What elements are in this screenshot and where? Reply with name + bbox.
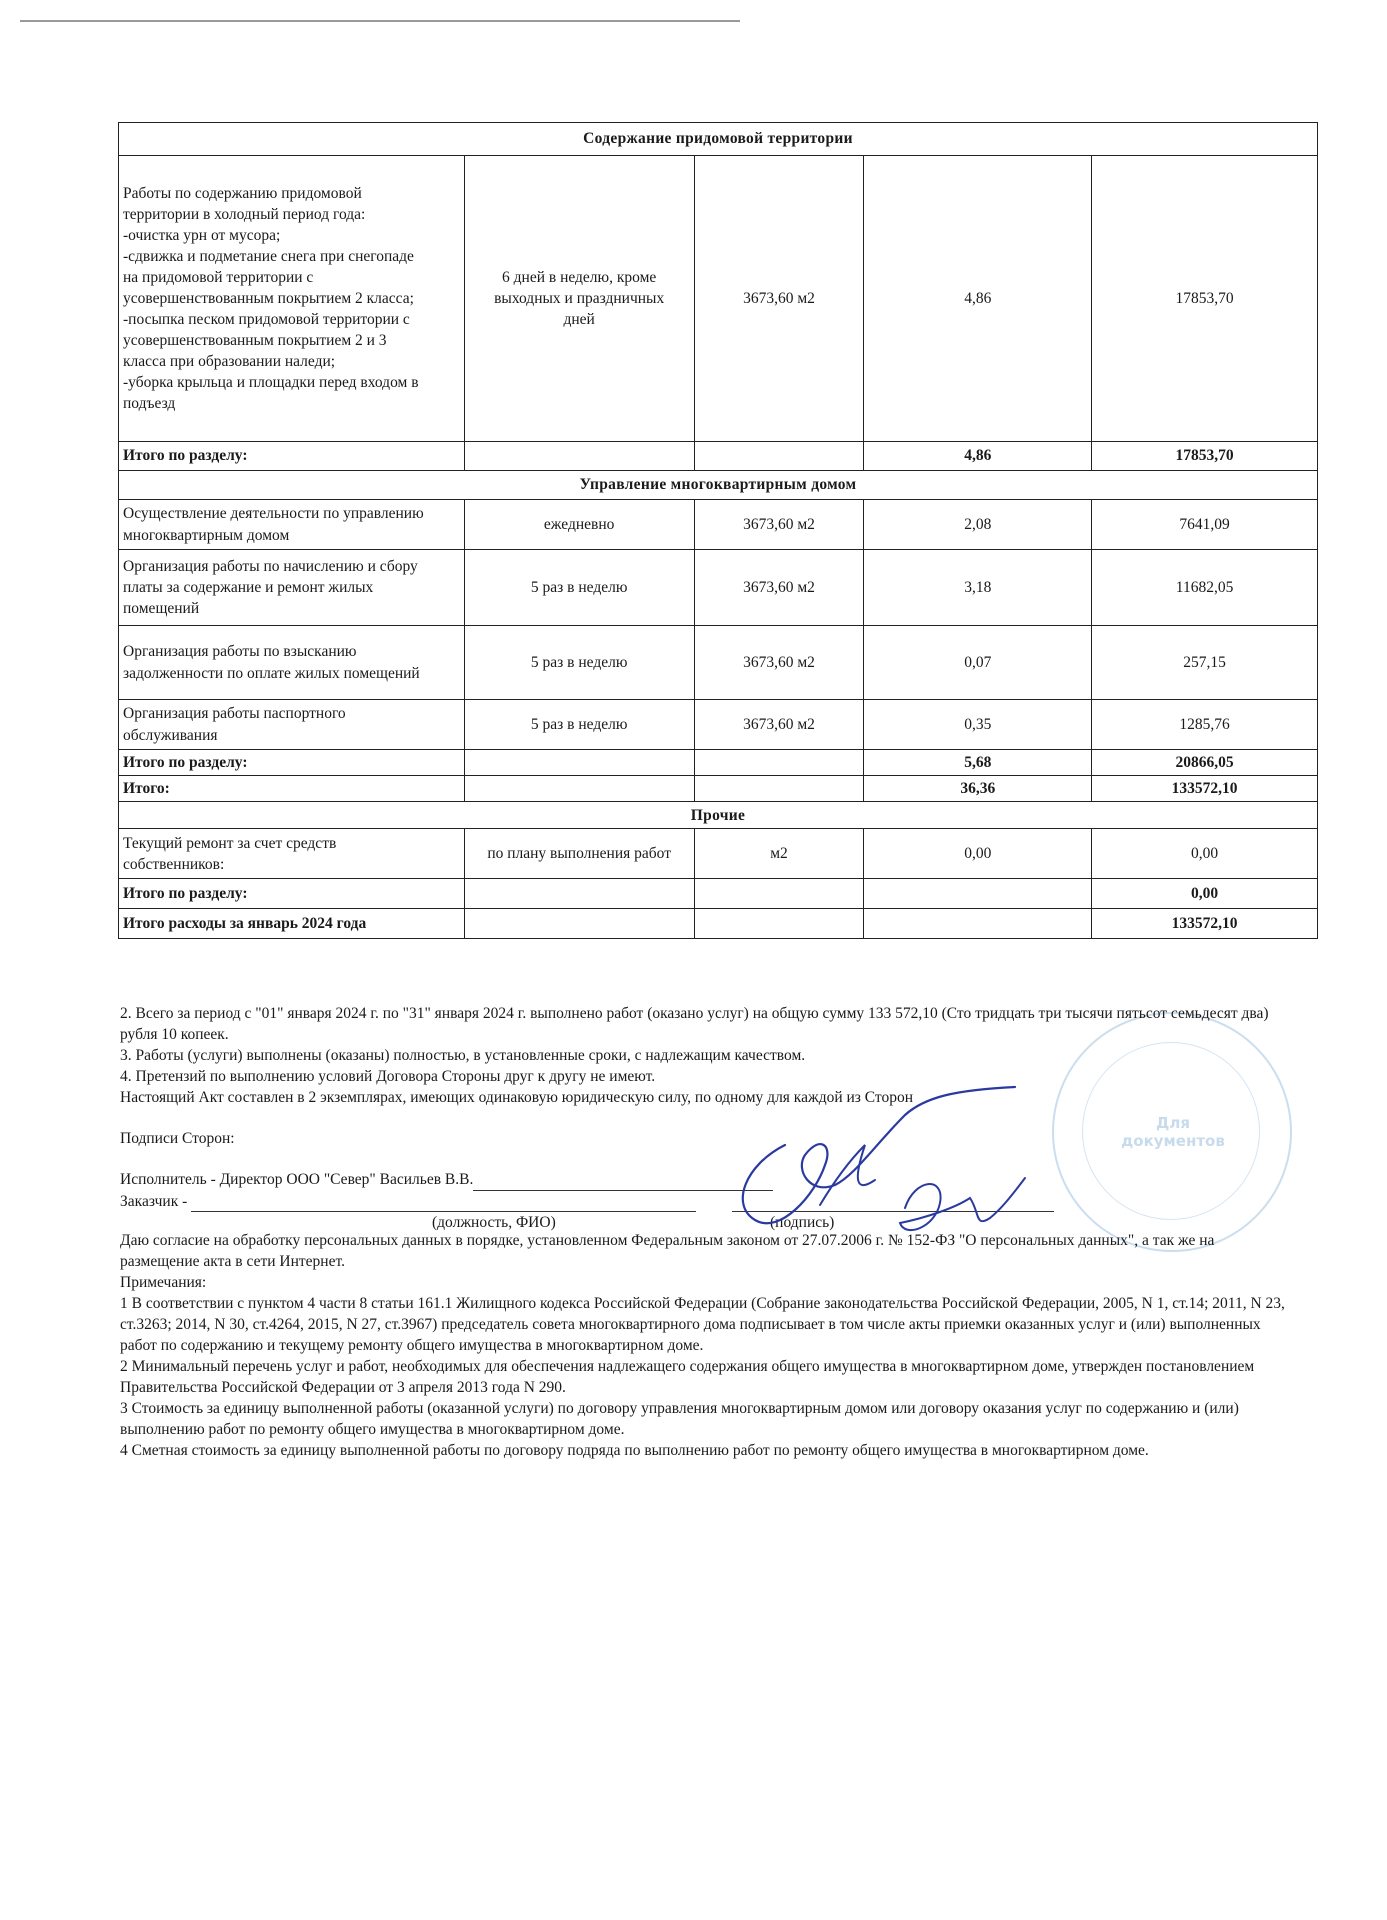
table-row [119,500,1318,550]
description-line: задолженности по оплате жилых помещений [123,664,420,682]
empty-cell [464,776,694,802]
customer-position-line [191,1197,696,1212]
subtotal-rate: 4,86 [864,442,1092,471]
subtotal-cost: 17853,70 [1092,442,1318,471]
section-header-row [119,471,1318,500]
description-line: Осуществление деятельности по управлению [123,505,424,523]
description-line: территории в холодный период года: [123,205,366,223]
frequency-line: 6 дней в неделю, кроме [502,268,657,286]
description-line: обслуживания [123,726,218,744]
act-body-text [120,1003,1290,1461]
table-row [119,700,1318,750]
description-line: платы за содержание и ремонт жилых [123,578,374,596]
caption-position: (должность, ФИО) [432,1213,556,1231]
table-row [119,156,1318,442]
description-line: Работы по содержанию придомовой [123,184,362,202]
empty-cell [464,909,694,939]
signatures-heading: Подписи Сторон: [120,1130,235,1148]
row-cost: 1285,76 [1092,700,1318,750]
paragraph-total-sum: 2. Всего за период с "01" января 2024 г. по "31" января 2024 г. выполнено работ (оказано услуг) на общую сумму 133 572,10 (Сто тридцать три тысячи пятьсот семьдесят два) рубля 10 копеек. [120,1005,1269,1044]
subtotal-row [119,750,1318,776]
notes-heading: Примечания: [120,1273,207,1291]
empty-cell [864,909,1092,939]
empty-cell [694,442,864,471]
row-area: 3673,60 м2 [694,156,864,442]
note-item: 3 Стоимость за единицу выполненной работы (оказанной услуги) по договору управления многоквартирным домом или договору оказания услуг по содержанию и (или) выполнению работ по ремонту общего имущества в многоквартирном доме. [120,1400,1239,1439]
row-rate: 0,35 [864,700,1092,750]
section-header-row [119,123,1318,156]
description-line: -сдвижка и подметание снега при снегопаде [123,247,414,265]
row-rate: 3,18 [864,550,1092,626]
table-row [119,626,1318,700]
note-item: 2 Минимальный перечень услуг и работ, необходимых для обеспечения надлежащего содержания общего имущества в многоквартирном доме, утвержден постановлением Правительства Российской Федерации от 3 апреля 2013 года N 290. [120,1358,1255,1397]
row-frequency: ежедневно [464,500,694,550]
customer-label: Заказчик - [120,1192,188,1210]
row-description [119,700,465,750]
description-line: многоквартирным домом [123,526,290,544]
scan-top-rule [20,20,740,22]
grand-total-row [119,776,1318,802]
description-line: подъезд [123,395,176,413]
row-description [119,156,465,442]
empty-cell [464,750,694,776]
description-line: Организация работы по взысканию [123,643,357,661]
description-line: усовершенствованным покрытием 2 класса; [123,289,414,307]
row-area: 3673,60 м2 [694,500,864,550]
description-line: помещений [123,600,200,618]
executor-label: Исполнитель - Директор ООО "Север" Васильев В.В. [120,1171,474,1189]
empty-cell [694,750,864,776]
description-line: -посыпка песком придомовой территории с [123,311,410,329]
description-line: Текущий ремонт за счет средств [123,834,337,852]
expenses-cost: 133572,10 [1092,909,1318,939]
row-cost: 7641,09 [1092,500,1318,550]
caption-signature: (подпись) [770,1213,835,1231]
empty-cell [864,879,1092,909]
description-line: на придомовой территории с [123,268,314,286]
row-frequency: по плану выполнения работ [464,829,694,879]
row-frequency: 5 раз в неделю [464,626,694,700]
paragraph-no-claims: 4. Претензий по выполнению условий Договора Стороны друг к другу не имеют. [120,1068,656,1086]
section-title-management: Управление многоквартирным домом [119,471,1318,500]
row-rate: 0,00 [864,829,1092,879]
description-line: усовершенствованным покрытием 2 и 3 [123,332,387,350]
row-area: м2 [694,829,864,879]
description-line: -уборка крыльца и площадки перед входом в [123,374,419,392]
subtotal-label: Итого по разделу: [119,442,465,471]
row-frequency [464,156,694,442]
paragraph-copies: Настоящий Акт составлен в 2 экземплярах, имеющих одинаковую юридическую силу, по одному для каждой из Сторон [120,1089,914,1107]
services-table [118,122,1318,939]
row-area: 3673,60 м2 [694,700,864,750]
signature-captions [120,1212,1290,1230]
description-line: класса при образовании наледи; [123,353,336,371]
subtotal-label: Итого по разделу: [119,879,465,909]
description-line: -очистка урн от мусора; [123,226,281,244]
row-cost: 257,15 [1092,626,1318,700]
row-area: 3673,60 м2 [694,626,864,700]
stamp-line: Для [1156,1114,1190,1132]
expenses-label: Итого расходы за январь 2024 года [119,909,465,939]
subtotal-cost: 20866,05 [1092,750,1318,776]
customer-signature [885,1168,1035,1248]
empty-cell [464,442,694,471]
frequency-line: дней [563,311,595,329]
section-header-row [119,802,1318,829]
grand-total-rate: 36,36 [864,776,1092,802]
row-cost: 11682,05 [1092,550,1318,626]
subtotal-cost: 0,00 [1092,879,1318,909]
stamp-line: документов [1121,1132,1225,1150]
row-description [119,500,465,550]
empty-cell [694,879,864,909]
subtotal-rate: 5,68 [864,750,1092,776]
empty-cell [464,879,694,909]
row-cost: 17853,70 [1092,156,1318,442]
customer-line [120,1191,1290,1212]
subtotal-row [119,442,1318,471]
note-item: 4 Сметная стоимость за единицу выполненной работы по договору подряда по выполнению работ по ремонту общего имущества в многоквартирном доме. [120,1442,1149,1460]
table-row [119,550,1318,626]
description-line: Организация работы по начислению и сбору [123,557,418,575]
frequency-line: выходных и праздничных [494,289,665,307]
empty-cell [694,776,864,802]
row-rate: 2,08 [864,500,1092,550]
description-line: Организация работы паспортного [123,705,346,723]
row-rate: 0,07 [864,626,1092,700]
note-item: 1 В соответствии с пунктом 4 части 8 статьи 161.1 Жилищного кодекса Российской Федерации (Собрание законодательства Российской Федерации, 2005, N 1, ст.14; 2011, N 23, ст.3263; 2014, N 30, ст.4264, 2015, N 27, ст.3967) председатель совета многоквартирного дома подписывает в том числе акты приемки оказанных услуг и (или) выполненных работ по содержанию и текущему ремонту общего имущества в многоквартирном доме. [120,1294,1285,1355]
grand-total-cost: 133572,10 [1092,776,1318,802]
personal-data-consent: Даю согласие на обработку персональных данных в порядке, установленном Федеральным законом от 27.07.2006 г. № 152-ФЗ "О персональных данных", а так же на размещение акта в сети Интернет. [120,1231,1215,1270]
row-area: 3673,60 м2 [694,550,864,626]
subtotal-label: Итого по разделу: [119,750,465,776]
row-frequency: 5 раз в неделю [464,550,694,626]
paragraph-quality: 3. Работы (услуги) выполнены (оказаны) полностью, в установленные сроки, с надлежащим качеством. [120,1047,806,1065]
section-title-territory: Содержание придомовой территории [119,123,1318,156]
row-description [119,829,465,879]
grand-total-label: Итого: [119,776,465,802]
row-description [119,626,465,700]
description-line: собственников: [123,855,225,873]
table-row [119,829,1318,879]
row-frequency: 5 раз в неделю [464,700,694,750]
section-title-other: Прочие [119,802,1318,829]
subtotal-row [119,879,1318,909]
row-rate: 4,86 [864,156,1092,442]
row-cost: 0,00 [1092,829,1318,879]
empty-cell [694,909,864,939]
expenses-total-row [119,909,1318,939]
row-description [119,550,465,626]
executor-line [120,1169,1290,1190]
